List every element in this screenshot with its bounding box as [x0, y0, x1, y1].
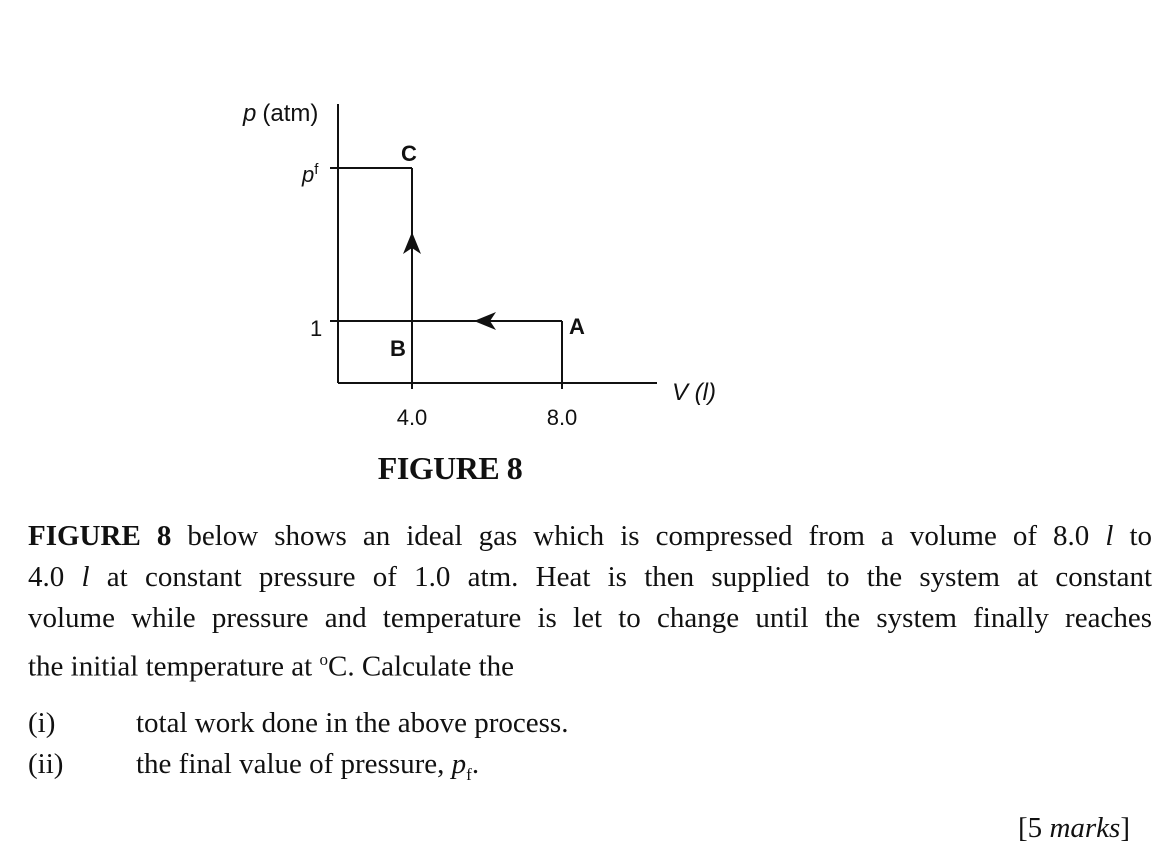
point-label-b: B: [390, 336, 406, 361]
x-axis-label: V (l): [672, 379, 716, 406]
y-tick-1: 1: [310, 316, 323, 341]
para-line-2: 4.0 l at constant pressure of 1.0 atm. Heat is then supplied to the system at constant: [28, 561, 1152, 593]
x-tick-4: 4.0: [396, 405, 428, 430]
figure-caption: FIGURE 8: [377, 450, 523, 486]
item-text: total work done in the above process.: [136, 707, 569, 739]
x-tick-8: 8.0: [546, 405, 578, 430]
pv-diagram: [0, 0, 760, 440]
item-text: the final value of pressure, $p_f$.: [136, 748, 480, 784]
y-tick-pf: $p^f$: [302, 161, 319, 187]
item-number: (ii): [28, 748, 64, 780]
para-line-4: the initial temperature at $^o$C. Calculate the: [28, 650, 515, 683]
question-paragraph: [28, 516, 1152, 688]
point-label-a: A: [569, 314, 585, 339]
para-line-3: volume while pressure and temperature is let to change until the system finally reaches: [28, 602, 1152, 634]
item-number: (i): [28, 707, 56, 739]
point-label-c: C: [401, 141, 417, 166]
marks-label: [5 marks]: [1018, 812, 1130, 844]
y-axis-label: p (atm): [243, 100, 319, 127]
para-line-1: FIGURE 8 below shows an ideal gas which is compressed from a volume of 8.0 l to: [28, 520, 1152, 552]
